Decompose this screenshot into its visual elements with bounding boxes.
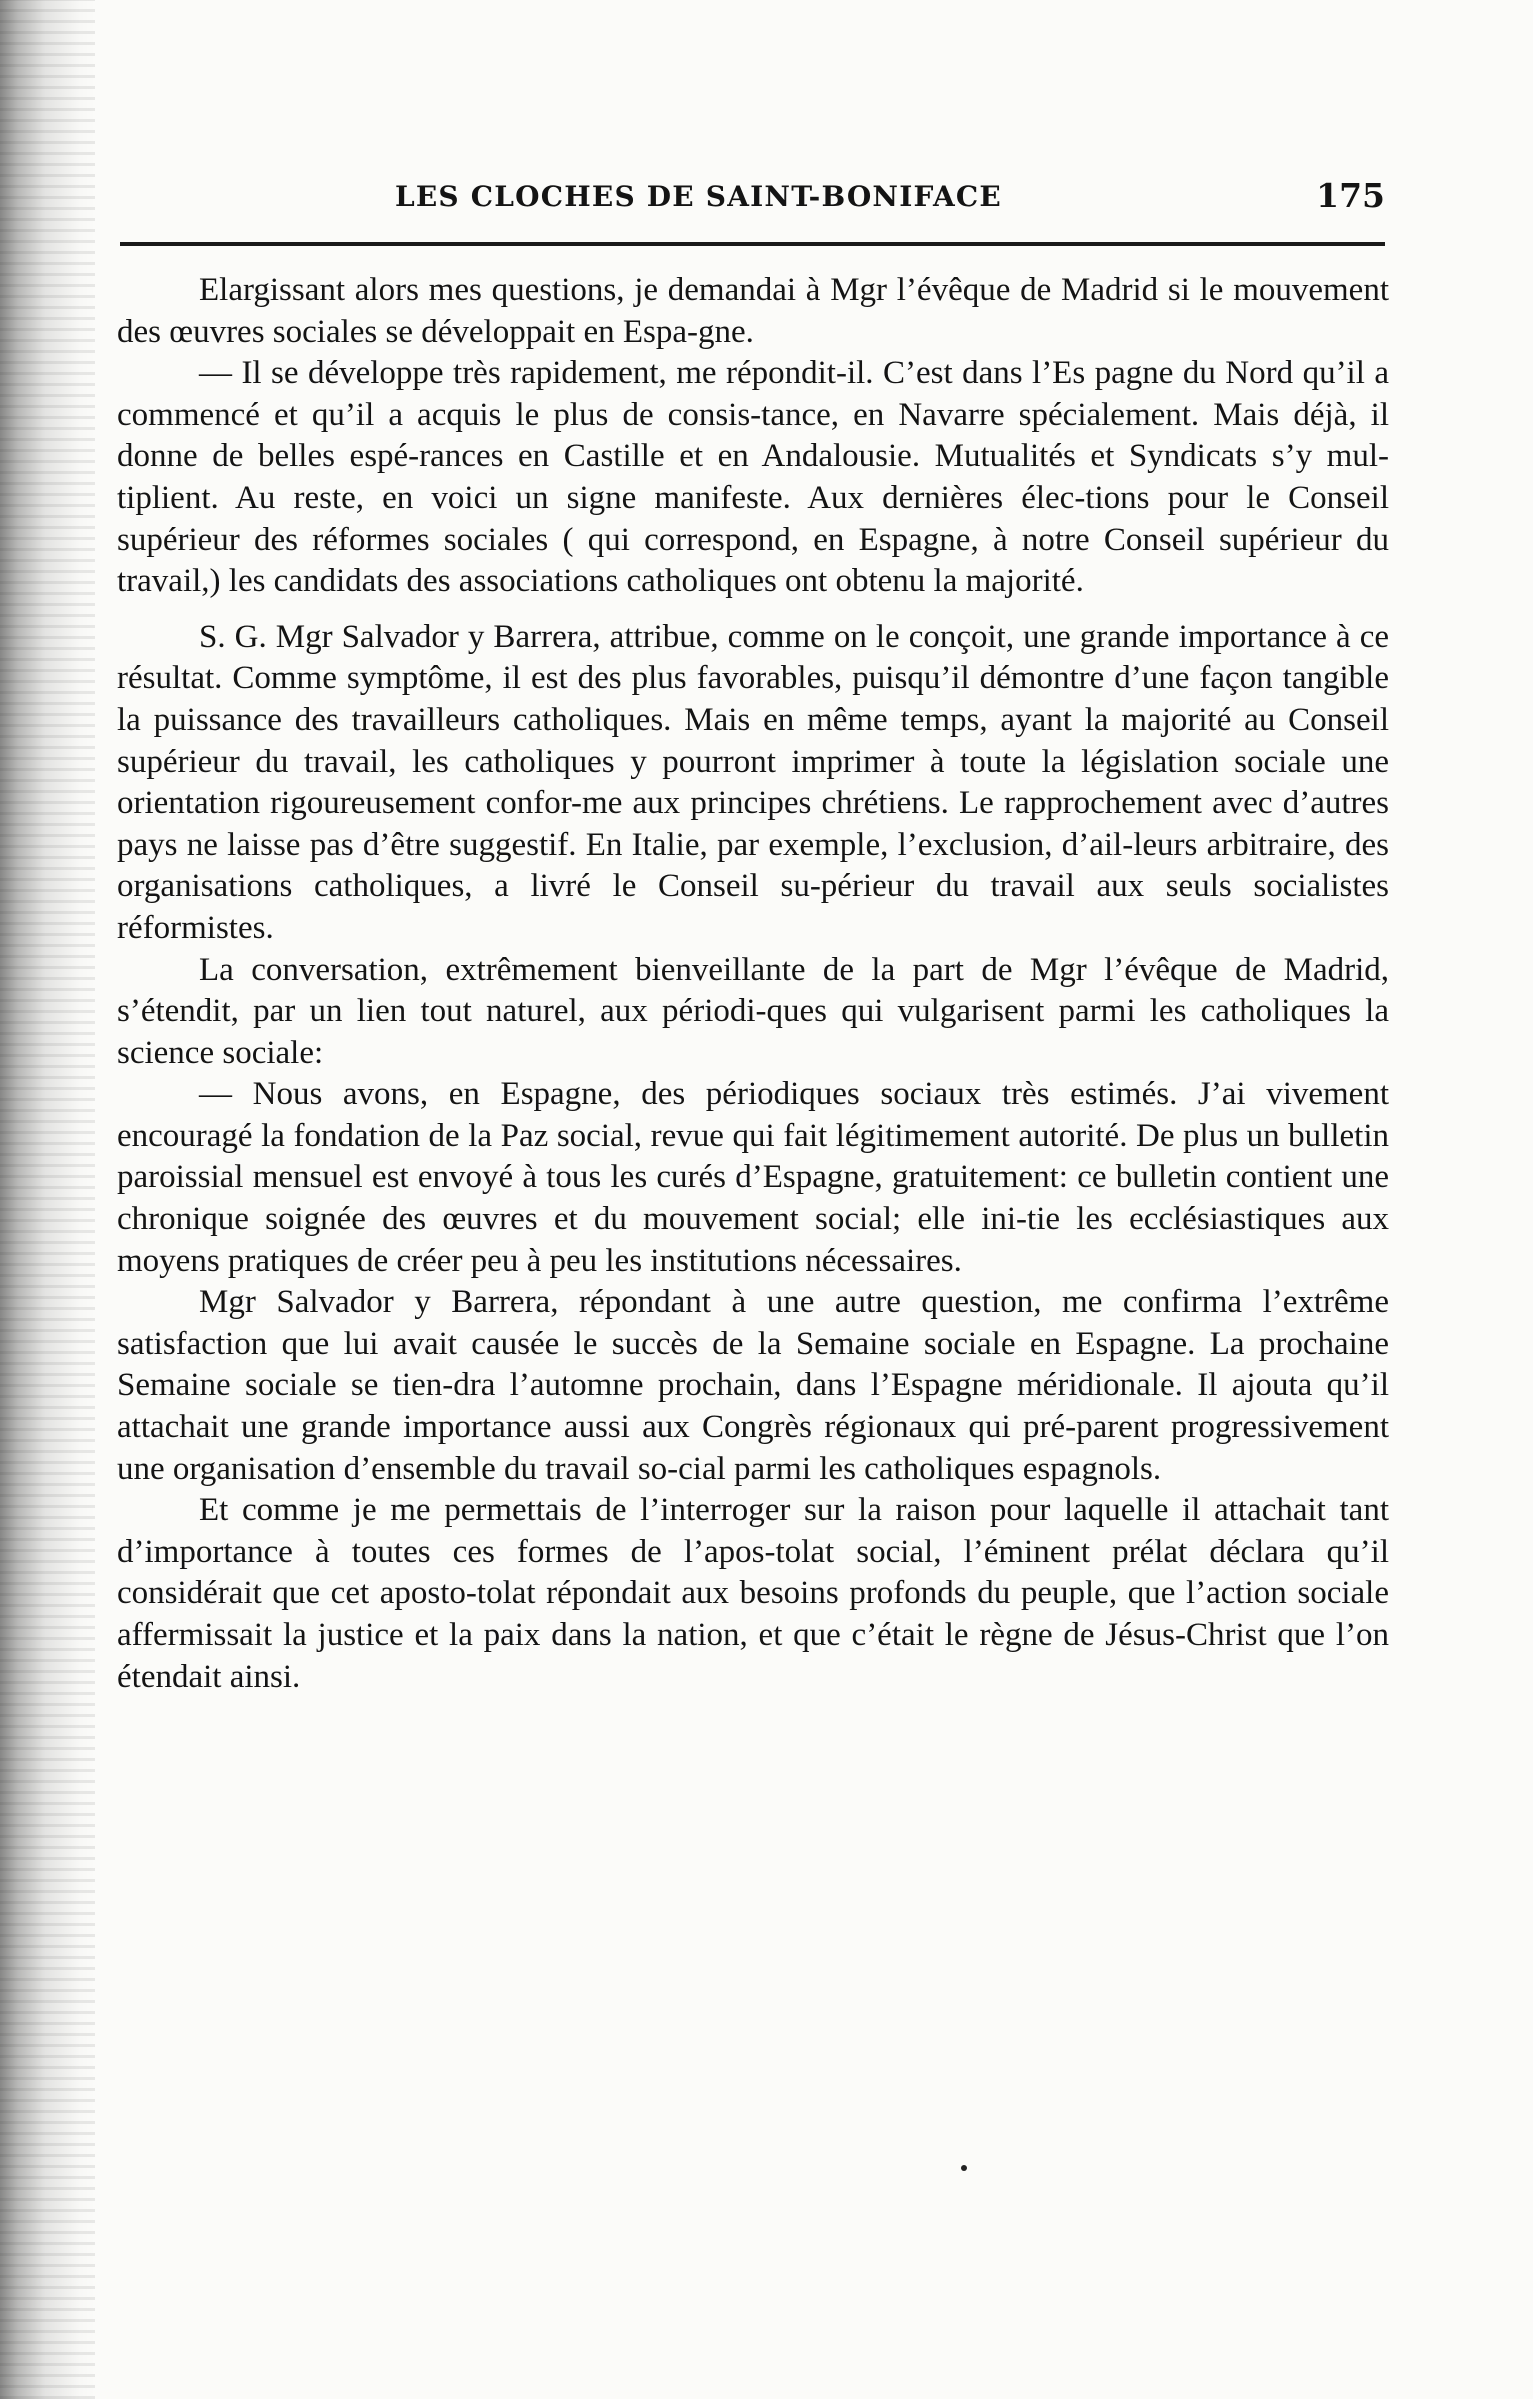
paragraph-4: La conversation, extrêmement bienveillante de la part de Mgr l’évêque de Madrid, s’étendit, par un lien tout naturel, aux périodi-ques qui vulgarisent parmi les catholiques la science sociale: (117, 951, 1389, 1071)
paragraph-7: Et comme je me permettais de l’interroger sur la raison pour laquelle il attachait tant d’importance à toutes ces formes de l’apos-tolat social, l’éminent prélat déclara qu’il considérait que cet aposto-tolat répondait aux besoins profonds du peuple, que l’action sociale affermissait la justice et la paix dans la nation, et que c’était le règne de Jésus-Christ que l’on étendait ainsi. (117, 1492, 1389, 1695)
paragraph-2: — Il se développe très rapidement, me répondit-il. C’est dans l’Es pagne du Nord qu’il a commencé et qu’il a acquis le plus de consis-tance, en Navarre spécialement. Mais déjà, il donne de belles espé-rances en Castille et en Andalousie. Mutualités et Syndicats s’y mul-tiplient. Au reste, en voici un signe manifeste. Aux dernières élec-tions pour le Conseil supérieur des réformes sociales ( qui correspond, en Espagne, à notre Conseil supérieur du travail,) les candidats des associations catholiques ont obtenu la majorité. (117, 355, 1389, 600)
header-rule (120, 242, 1385, 246)
paragraph-5: — Nous avons, en Espagne, des périodiques sociaux très estimés. J’ai vivement encouragé la fondation de la Paz social, revue qui fait légitimement autorité. De plus un bulletin paroissial mensuel est envoyé à tous les curés d’Espagne, gratuitement: ce bulletin contient une chronique soignée des œuvres et du mouvement social; elle ini-tie les ecclésiastiques aux moyens pratiques de créer peu à peu les institutions nécessaires. (117, 1076, 1389, 1279)
paragraph-3: S. G. Mgr Salvador y Barrera, attribue, comme on le conçoit, une grande importance à ce résultat. Comme symptôme, il est des plus favorables, puisqu’il démontre d’une façon tangible la puissance des travailleurs catholiques. Mais en même temps, ayant la majorité au Conseil supérieur du travail, les catholiques y pourront imprimer à toute la législation sociale une orientation rigoureusement confor-me aux principes chrétiens. Le rapprochement avec d’autres pays ne laisse pas d’être suggestif. En Italie, par exemple, l’exclusion, d’ail-leurs arbitraire, des organisations catholiques, a livré le Conseil su-périeur du travail aux seuls socialistes réformistes. (117, 618, 1389, 946)
page-number: 175 (1316, 176, 1385, 215)
ink-dot (961, 2165, 967, 2171)
paragraph-1: Elargissant alors mes questions, je demandai à Mgr l’évêque de Madrid si le mouvement des œuvres sociales se développait en Espa-gne. (117, 272, 1389, 350)
paragraph-6: Mgr Salvador y Barrera, répondant à une autre question, me confirma l’extrême satisfaction que lui avait causée le succès de la Semaine sociale en Espagne. La prochaine Semaine sociale se tien-dra l’automne prochain, dans l’Espagne méridionale. Il ajouta qu’il attachait une grande importance aussi aux Congrès régionaux qui pré-parent progressivement une organisation d’ensemble du travail so-cial parmi les catholiques espagnols. (117, 1284, 1389, 1487)
page-edge-shadow (0, 0, 95, 2399)
page-body (117, 270, 1389, 1698)
running-title: LES CLOCHES DE SAINT-BONIFACE (395, 180, 1002, 213)
running-header (120, 176, 1385, 224)
